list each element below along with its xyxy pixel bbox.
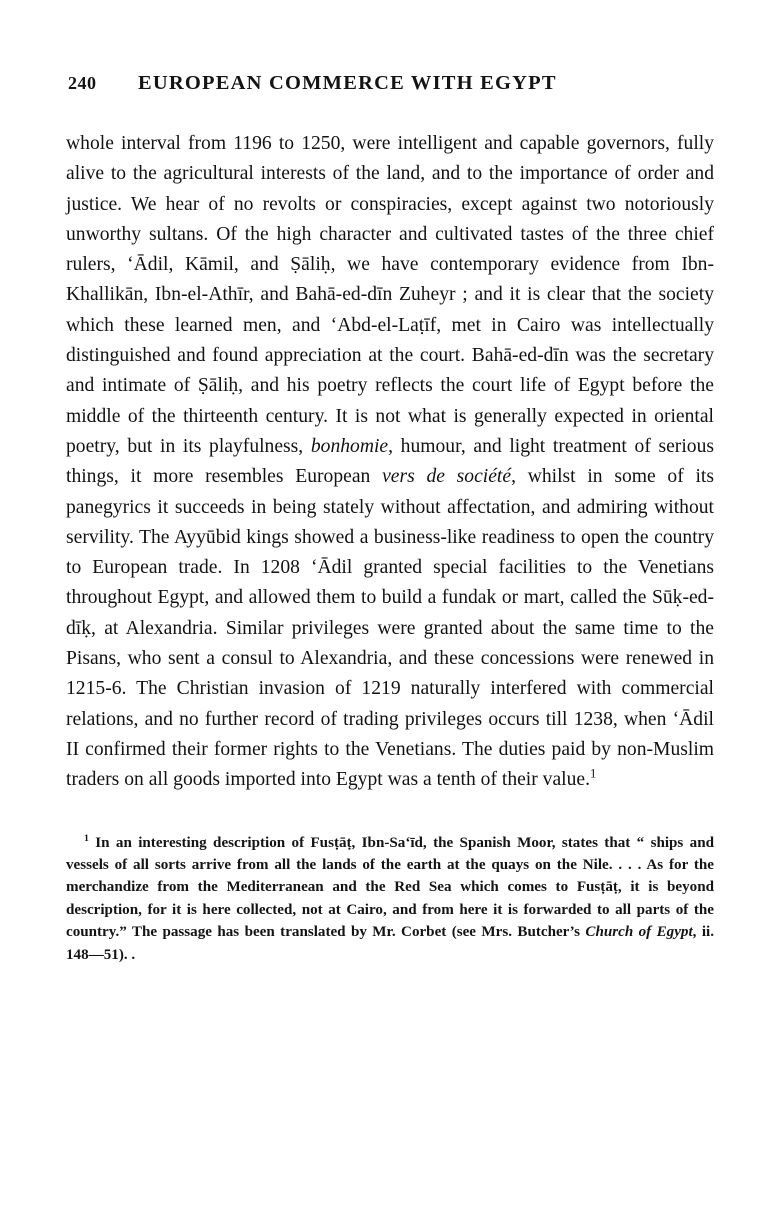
paragraph-segment-3: , whilst in some of its panegyrics it succeeds in being stately without affectation, and admiring without servility. The Ayyūbid kings showed a business-like readiness to open the country to European trade. In 1208 ‘Ādil granted special facilities to the Venetians throughout Egypt, and allowed them to build a fundak or mart, called the Sūḳ-ed-dīḳ, at Alexandria. Similar privileges were granted about the same time to the Pisans, who sent a consul to Alexandria, and these concessions were renewed in 1215-6. The Christian invasion of 1219 naturally interfered with commercial relations, and no further record of trading privileges occurs till 1238, when ‘Ādil II confirmed their former rights to the Venetians. The duties paid by non-Muslim traders on all goods imported into Egypt was a tenth of their value. [66,466,714,791]
body-text [66,129,714,796]
running-head: EUROPEAN COMMERCE WITH EGYPT [138,72,557,94]
paragraph-segment-2: , humour, and light treatment of serious things, it more resembles European [66,435,714,488]
page-header [66,72,714,95]
footnote-segment-2: , ii. 148—51). . [66,924,714,963]
footnote-marker: 1 [84,832,89,844]
paragraph-main [66,129,714,796]
footnote-italic-title: Church of Egypt [585,924,693,941]
paragraph-segment-1: whole interval from 1196 to 1250, were intelligent and capable governors, fully alive to the agricultural interests of the land, and to the importance of order and justice. We hear of no revolts or conspiracies, except against two notoriously unworthy sultans. Of the high character and cultivated tastes of the three chief rulers, ‘Ādil, Kāmil, and Ṣāliḥ, we have contemporary evidence from Ibn-Khallikān, Ibn-el-Athīr, and Bahā-ed-dīn Zuheyr ; and it is clear that the society which these learned men, and ‘Abd-el-Laṭīf, met in Cairo was intellectually distinguished and found appreciation at the court. Bahā-ed-dīn was the secretary and intimate of Ṣāliḥ, and his poetry reflects the court life of Egypt before the middle of the thirteenth century. It is not what is generally expected in oriental poetry, but in its playfulness, [66,133,714,457]
italic-bonhomie: bonhomie [310,435,389,457]
page-number: 240 [68,73,97,93]
italic-vers-de-societe: vers de société [382,466,512,488]
footnote-segment-1: In an interesting description of Fusṭāṭ, Ibn-Sa‘īd, the Spanish Moor, states that “ ships and vessels of all sorts arrive from all the lands of the earth at the quays on the Nile. . . . As for the merchandize from the Mediterranean and the Red Sea which comes to Fusṭāṭ, it is beyond description, for it is here collected, not at Cairo, and from here it is forwarded to all parts of the country.” The passage has been translated by Mr. Corbet (see Mrs. Butcher’s [66,834,714,941]
footnote-block [66,832,714,966]
body-footnote-gap [66,796,714,814]
footnote-reference[interactable]: 1 [590,766,597,781]
